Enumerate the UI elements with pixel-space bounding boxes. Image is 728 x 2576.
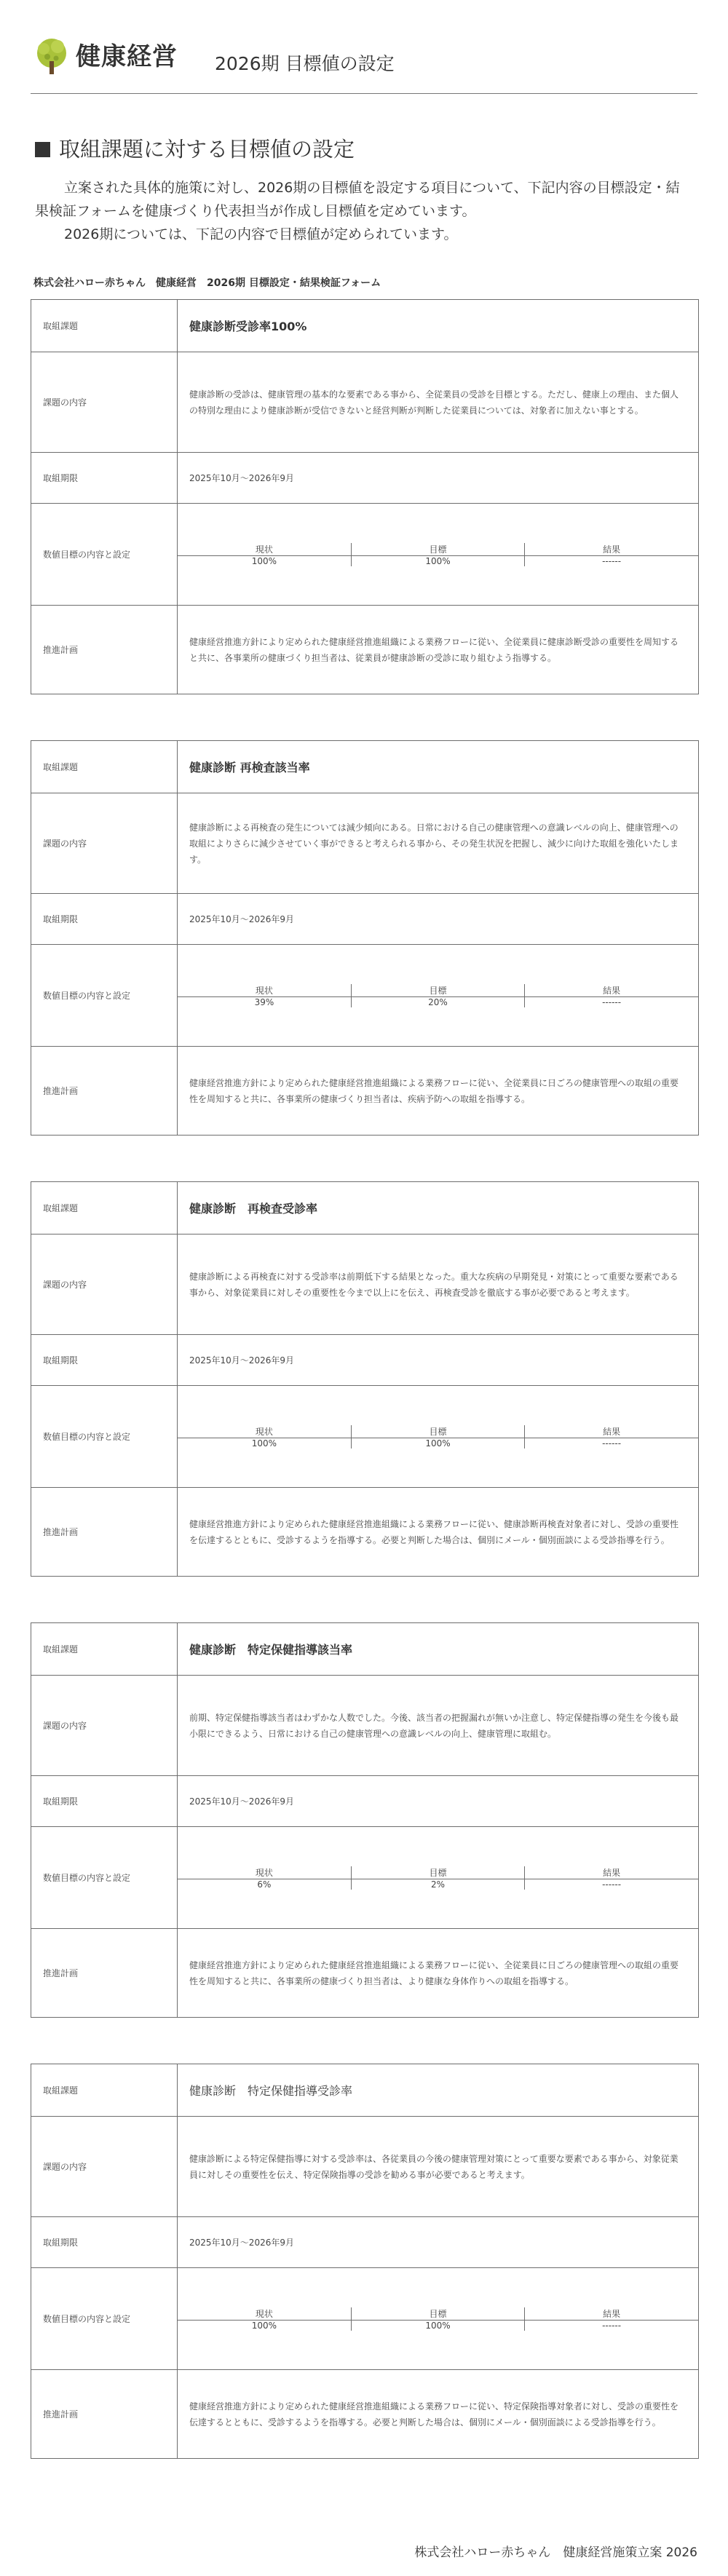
label-target: 数値目標の内容と設定 [31,2268,178,2370]
label-target: 数値目標の内容と設定 [31,1827,178,1929]
period-value: 2025年10月～2026年9月 [178,453,699,504]
current-value: 100% [178,555,351,566]
plan-value: 健康経営推進方針により定められた健康経営推進組織による業務フローに従い、全従業員に日ごろの健康管理への取組の重要性を周知すると共に、各事業所の健康づくり担当者は、疾病予防への取組を指導する。 [178,1047,699,1136]
label-period: 取組期限 [31,1776,178,1827]
label-content: 課題の内容 [31,2117,178,2217]
row-issue [31,741,699,793]
label-plan: 推進計画 [31,1488,178,1577]
content-value: 前期、特定保健指導該当者はわずかな人数でした。今後、該当者の把握漏れが無いか注意し、特定保健指導の発生を今後も最小限にできるよう、日常における自己の健康管理への意識レベルの向上、健康管理に取組む。 [178,1676,699,1776]
target-cell [178,504,699,606]
label-plan: 推進計画 [31,2370,178,2459]
header-result: 結果 [525,984,698,997]
row-target [31,1386,699,1488]
label-issue: 取組課題 [31,300,178,352]
label-plan: 推進計画 [31,1929,178,2018]
target-table [178,984,698,1007]
row-issue [31,300,699,352]
period-value: 2025年10月～2026年9月 [178,1776,699,1827]
tree-logo-icon [33,38,70,76]
result-value: ------ [602,555,622,566]
header-goal: 目標 [351,2307,524,2321]
content-value: 健康診断の受診は、健康管理の基本的な要素である事から、全従業員の受診を目標とする。ただし、健康上の理由、また個人の特別な理由により健康診断が受信できないと経営判断が判断した従業員については、対象者に加えない事とする。 [178,352,699,453]
row-issue [31,2064,699,2117]
issue-value: 健康診断 特定保健指導受診率 [178,2064,699,2117]
form-title: 株式会社ハロー赤ちゃん 健康経営 2026期 目標設定・結果検証フォーム [33,277,381,289]
plan-value: 健康経営推進方針により定められた健康経営推進組織による業務フローに従い、全従業員に日ごろの健康管理への取組の重要性を周知すると共に、各事業所の健康づくり担当者は、より健康な身体作りへの取組を指導する。 [178,1929,699,2018]
row-issue [31,1623,699,1676]
row-period [31,894,699,945]
row-plan [31,606,699,694]
row-content [31,2117,699,2217]
plan-value: 健康経営推進方針により定められた健康経営推進組織による業務フローに従い、特定保険指導対象者に対し、受診の重要性を伝達するとともに、受診するようを指導する。必要と判断した場合は、個別にメール・個別面談による受診指導を行う。 [178,2370,699,2459]
goal-value: 100% [351,555,524,566]
label-plan: 推進計画 [31,1047,178,1136]
target-header-row [178,2307,698,2321]
header-current: 現状 [178,984,351,997]
target-table [178,543,698,566]
label-plan: 推進計画 [31,606,178,694]
row-period [31,2217,699,2268]
plan-value: 健康経営推進方針により定められた健康経営推進組織による業務フローに従い、健康診断再検査対象者に対し、受診の重要性を伝達するとともに、受診するようを指導する。必要と判断した場合は、個別にメール・個別面談による受診指導を行う。 [178,1488,699,1577]
goal-form [31,1181,699,1577]
label-period: 取組期限 [31,894,178,945]
goal-form [31,299,699,694]
section-title-text: 取組課題に対する目標値の設定 [59,137,355,162]
header-goal: 目標 [351,1866,524,1879]
period-value: 2025年10月～2026年9月 [178,1335,699,1386]
label-content: 課題の内容 [31,793,178,894]
period-value: 2025年10月～2026年9月 [178,894,699,945]
issue-value: 健康診断 再検査該当率 [178,741,699,793]
header-divider [31,93,697,94]
goal-form [31,1622,699,2018]
current-value: 100% [178,2320,351,2331]
header-result: 結果 [525,2307,698,2321]
content-value: 健康診断による再検査の発生については減少傾向にある。日常における自己の健康管理への意識レベルの向上、健康管理への取組によりさらに減少させていく事ができると考えられる事から、その発生状況を把握し、減少に向けた取組を強化いたします。 [178,793,699,894]
row-plan [31,1047,699,1136]
label-period: 取組期限 [31,453,178,504]
label-content: 課題の内容 [31,1235,178,1335]
target-table [178,2307,698,2331]
row-issue [31,1182,699,1235]
header-result: 結果 [525,543,698,556]
target-value-row [178,996,698,1007]
goal-form [31,2064,699,2459]
header-goal: 目標 [351,984,524,997]
intro-text [35,176,690,246]
plan-value: 健康経営推進方針により定められた健康経営推進組織による業務フローに従い、全従業員に健康診断受診の重要性を周知すると共に、各事業所の健康づくり担当者は、従業員が健康診断の受診に取り組むよう指導する。 [178,606,699,694]
label-target: 数値目標の内容と設定 [31,504,178,606]
brand-title: 健康経営 [76,42,178,71]
target-value-row [178,555,698,566]
row-period [31,1776,699,1827]
goal-form [31,740,699,1136]
result-value: ------ [602,1879,622,1890]
header-goal: 目標 [351,543,524,556]
issue-value: 健康診断受診率100% [178,300,699,352]
target-table [178,1866,698,1890]
goal-value: 20% [351,996,524,1007]
result-value: ------ [602,2320,622,2331]
row-target [31,2268,699,2370]
label-period: 取組期限 [31,1335,178,1386]
target-cell [178,945,699,1047]
header-current: 現状 [178,1425,351,1438]
row-period [31,1335,699,1386]
row-period [31,453,699,504]
intro-line: 立案された具体的施策に対し、2026期の目標値を設定する項目について、下記内容の目標設定・結果検証フォームを健康づくり代表担当が作成し目標値を定めています。 [35,180,680,219]
target-header-row [178,984,698,997]
result-value: ------ [602,1438,622,1448]
page-footer: 株式会社ハロー赤ちゃん 健康経営施策立案 2026 [414,2545,697,2560]
square-bullet-icon [35,142,50,157]
label-target: 数値目標の内容と設定 [31,1386,178,1488]
target-value-row [178,1438,698,1448]
target-header-row [178,1866,698,1879]
target-cell [178,1386,699,1488]
row-plan [31,1488,699,1577]
row-content [31,1676,699,1776]
header-current: 現状 [178,1866,351,1879]
row-content [31,793,699,894]
header-goal: 目標 [351,1425,524,1438]
issue-value: 健康診断 再検査受診率 [178,1182,699,1235]
current-value: 6% [178,1879,351,1890]
target-value-row [178,2320,698,2331]
period-value: 2025年10月～2026年9月 [178,2217,699,2268]
result-value: ------ [602,996,622,1007]
header-current: 現状 [178,2307,351,2321]
current-value: 39% [178,996,351,1007]
goal-value: 100% [351,1438,524,1448]
label-issue: 取組課題 [31,2064,178,2117]
page-header [0,0,728,95]
target-header-row [178,1425,698,1438]
header-result: 結果 [525,1866,698,1879]
label-content: 課題の内容 [31,352,178,453]
target-cell [178,1827,699,1929]
row-plan [31,1929,699,2018]
row-content [31,1235,699,1335]
label-issue: 取組課題 [31,741,178,793]
row-target [31,1827,699,1929]
label-period: 取組期限 [31,2217,178,2268]
goal-value: 100% [351,2320,524,2331]
label-issue: 取組課題 [31,1623,178,1676]
header-result: 結果 [525,1425,698,1438]
content-value: 健康診断による特定保健指導に対する受診率は、各従業員の今後の健康管理対策にとって重要な要素である事から、対象従業員に対しその重要性を伝え、特定保険指導の受診を勧める事が必要であると考えます。 [178,2117,699,2217]
goal-value: 2% [351,1879,524,1890]
row-target [31,504,699,606]
current-value: 100% [178,1438,351,1448]
intro-line: 2026期については、下記の内容で目標値が定められています。 [64,226,458,242]
label-content: 課題の内容 [31,1676,178,1776]
target-header-row [178,543,698,556]
label-target: 数値目標の内容と設定 [31,945,178,1047]
section-title [35,133,355,163]
row-content [31,352,699,453]
target-cell [178,2268,699,2370]
issue-value: 健康診断 特定保健指導該当率 [178,1623,699,1676]
target-table [178,1425,698,1448]
content-value: 健康診断による再検査に対する受診率は前期低下する結果となった。重大な疾病の早期発見・対策にとって重要な要素である事から、対象従業員に対しその重要性を今まで以上にを伝え、再検査受診を徹底する事が必要であると考えます。 [178,1235,699,1335]
label-issue: 取組課題 [31,1182,178,1235]
row-target [31,945,699,1047]
header-current: 現状 [178,543,351,556]
row-plan [31,2370,699,2459]
page-subtitle: 2026期 目標値の設定 [215,53,395,74]
target-value-row [178,1879,698,1890]
